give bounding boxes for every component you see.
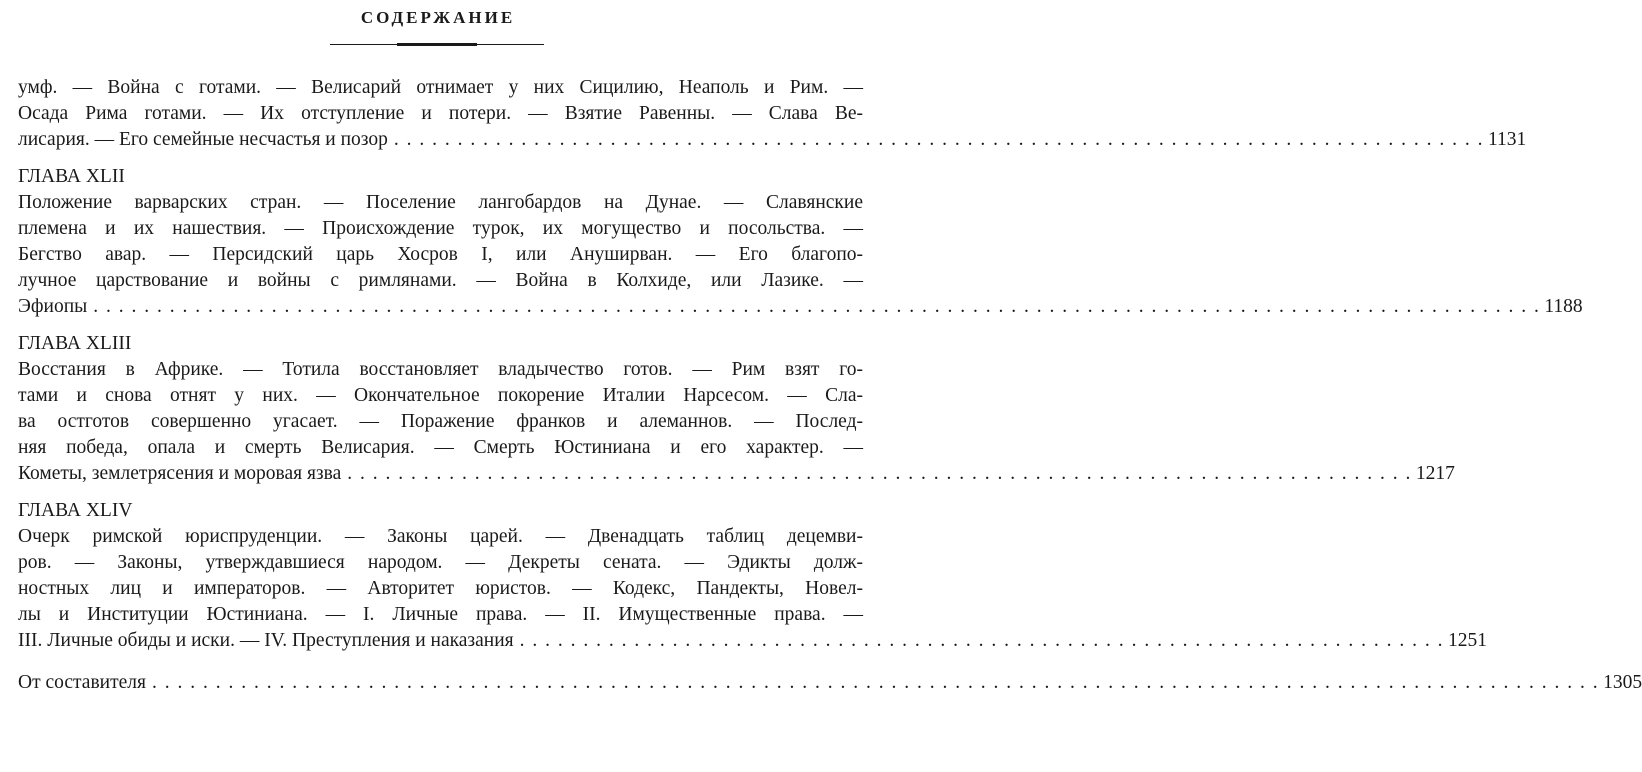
chapter-title[interactable]: ГЛАВА XLIII: [18, 333, 132, 354]
entry-line: лучное царствование и войны с римлянами. — Война в Колхиде, или Лазике. —: [18, 270, 863, 291]
entry-line: Восстания в Африке. — Тотила восстановляет владычество готов. — Рим взят го-: [18, 359, 863, 380]
toc-entry-chapter-44: [18, 498, 1488, 654]
entry-last-line: [18, 670, 1642, 696]
page-number[interactable]: 1217: [1415, 463, 1455, 484]
entry-line: Осада Рима готами. — Их отступление и потери. — Взятие Равенны. — Слава Ве-: [18, 103, 863, 124]
entry-line: ностных лиц и императоров. — Авторитет юристов. — Кодекс, Пандекты, Новел-: [18, 578, 863, 599]
entry-line: ва остготов совершенно угасает. — Поражение франков и алеманнов. — Послед-: [18, 411, 863, 432]
dot-leader: . . . . . . . . . . . . . . . . . . . . . . . . . . . . . . . . . . . . . . . . . . . . . . . . . . . . . . . . . . . . . . . . . . . . . . . . . . . . . . . . . . . .: [347, 463, 1412, 484]
dot-leader: . . . . . . . . . . . . . . . . . . . . . . . . . . . . . . . . . . . . . . . . . . . . . . . . . . . . . . . . . . . . . . . . . . . . . . . . . . . . . . . . . . . . . . . . . . . . . . . . . . . . . . . . . . . . . . . . . .: [93, 296, 1541, 317]
header-rule: [330, 44, 544, 45]
page-number[interactable]: 1131: [1488, 129, 1527, 150]
chapter-title[interactable]: ГЛАВА XLIV: [18, 500, 133, 521]
toc-entry-chapter-43: [18, 331, 1455, 487]
page-number[interactable]: 1305: [1603, 672, 1642, 693]
chapter-title[interactable]: ГЛАВА XLII: [18, 166, 125, 187]
entry-line: няя победа, опала и смерть Велисария. — Смерть Юстиниана и его характер. —: [18, 437, 863, 458]
toc-entry-continuation: [18, 75, 1527, 153]
entry-line: Эфиопы: [18, 296, 88, 317]
entry-line: Кометы, землетрясения и моровая язва: [18, 463, 342, 484]
dot-leader: . . . . . . . . . . . . . . . . . . . . . . . . . . . . . . . . . . . . . . . . . . . . . . . . . . . . . . . . . . . . . . . . . . . . . . . . . . . . . . . . . . . . . .: [393, 129, 1485, 150]
afterword-title[interactable]: От составителя: [18, 672, 146, 693]
entry-line: лы и Институции Юстиниана. — I. Личные права. — II. Имущественные права. —: [18, 604, 863, 625]
entry-last-line: [18, 628, 1488, 654]
entry-line: племена и их нашествия. — Происхождение турок, их могущество и посольства. —: [18, 218, 863, 239]
entry-line: лисария. — Его семейные несчастья и позор: [18, 129, 388, 150]
toc-entry-chapter-42: [18, 164, 1583, 320]
entry-line: Бегство авар. — Персидский царь Хосров I, или Ануширван. — Его благопо-: [18, 244, 863, 265]
page-number[interactable]: 1251: [1448, 630, 1488, 651]
entry-line: тами и снова отнят у них. — Окончательное покорение Италии Нарсесом. — Сла-: [18, 385, 863, 406]
section-gap: [18, 654, 863, 670]
entry-last-line: [18, 461, 1455, 487]
entry-line: умф. — Война с готами. — Велисарий отнимает у них Сицилию, Неаполь и Рим. —: [18, 77, 863, 98]
entry-line: III. Личные обиды и иски. — IV. Преступления и наказания: [18, 630, 514, 651]
table-of-contents: [18, 75, 1642, 696]
dot-leader: . . . . . . . . . . . . . . . . . . . . . . . . . . . . . . . . . . . . . . . . . . . . . . . . . . . . . . . . . . . . . . . . . . . . . . . . . . . . . . . . . . . . . . . . . . . . . . . . . . . . . . . . . . . . . . . . . .: [151, 672, 1600, 693]
entry-line: Очерк римской юриспруденции. — Законы царей. — Двенадцать таблиц децемви-: [18, 526, 863, 547]
toc-entry-afterword: [18, 670, 1642, 696]
page-number[interactable]: 1188: [1544, 296, 1583, 317]
entry-last-line: [18, 127, 1527, 153]
entry-line: ров. — Законы, утверждавшиеся народом. — Декреты сената. — Эдикты долж-: [18, 552, 863, 573]
page-header: СОДЕРЖАНИЕ: [360, 8, 516, 27]
entry-line: Положение варварских стран. — Поселение лангобардов на Дунае. — Славянские: [18, 192, 863, 213]
entry-last-line: [18, 294, 1583, 320]
dot-leader: . . . . . . . . . . . . . . . . . . . . . . . . . . . . . . . . . . . . . . . . . . . . . . . . . . . . . . . . . . . . . . . . . . . . . . . . .: [519, 630, 1445, 651]
